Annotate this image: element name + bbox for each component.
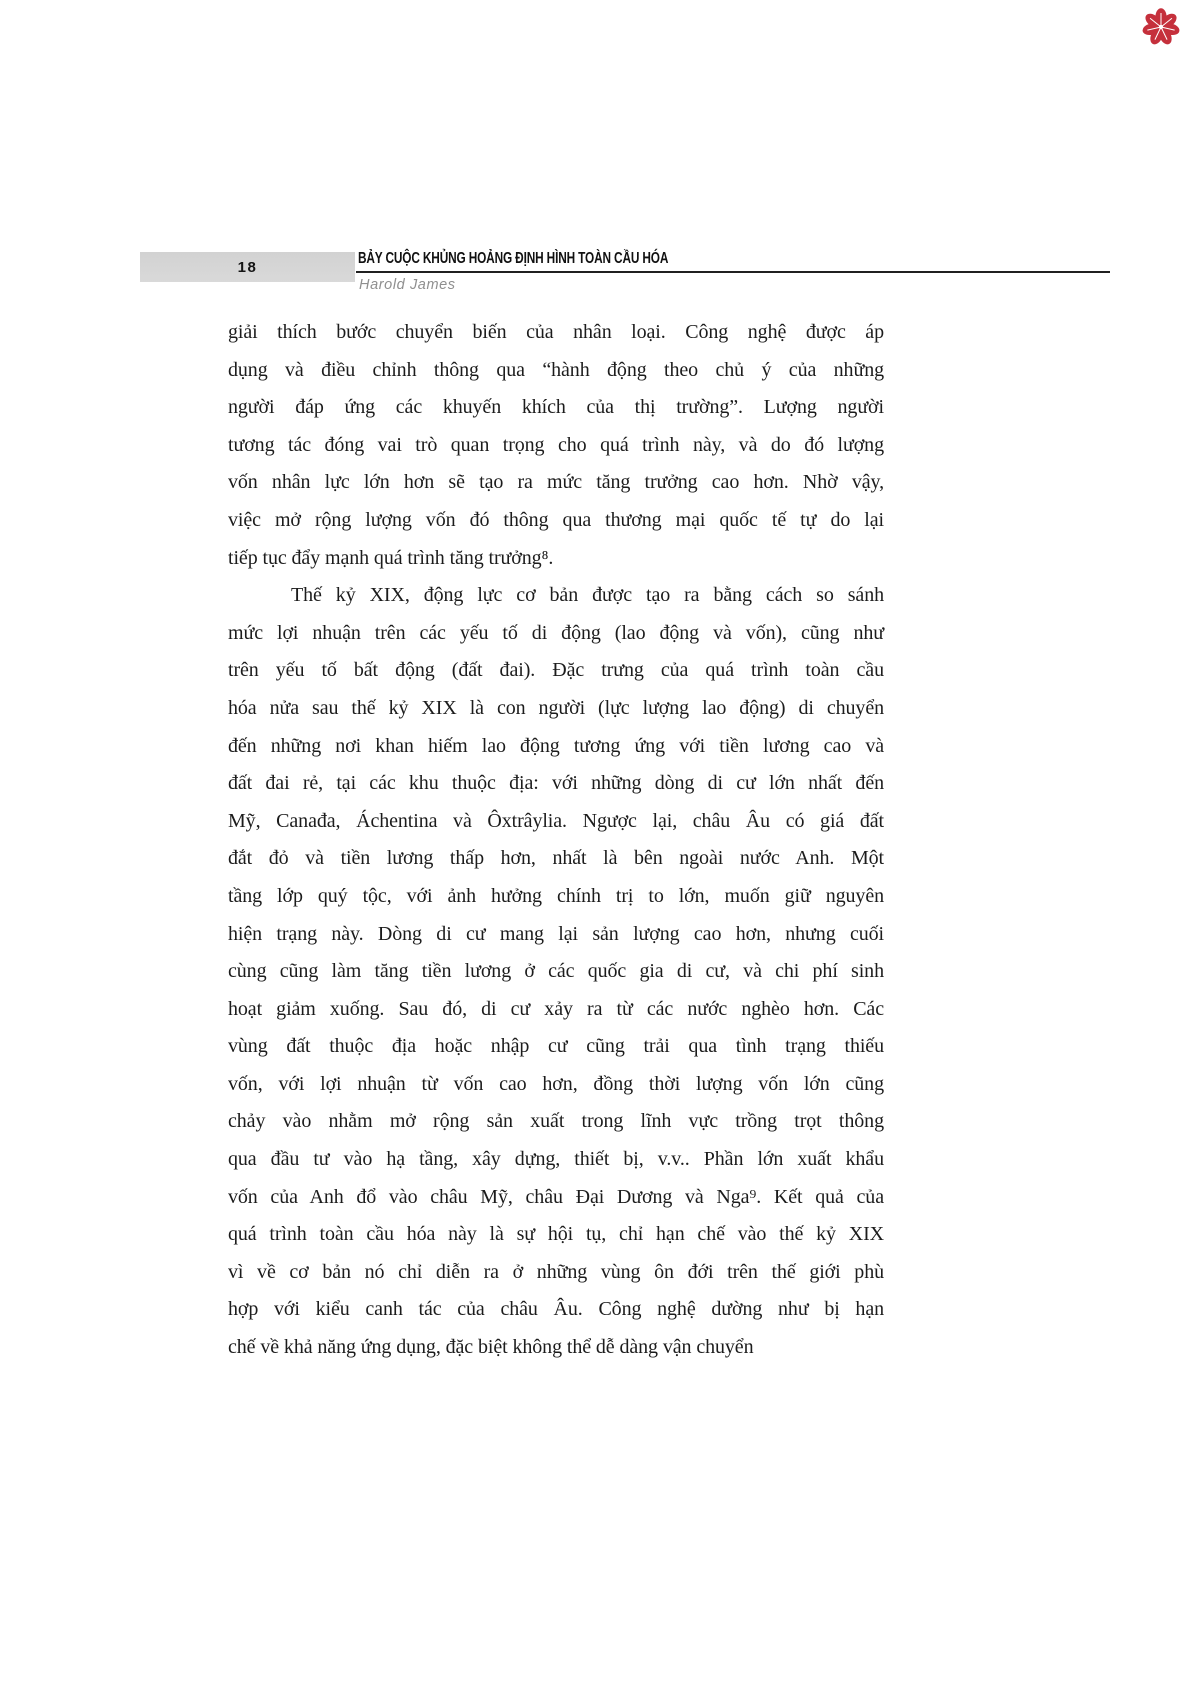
text-line: hoạt giảm xuống. Sau đó, di cư xảy ra từ các nước nghèo hơn. Các (228, 997, 884, 1020)
text-line: đến những nơi khan hiếm lao động tương ứng với tiền lương cao và (228, 734, 884, 757)
text-line: vốn của Anh đổ vào châu Mỹ, châu Đại Dương và Nga⁹. Kết quả của (228, 1185, 884, 1208)
text-line: quá trình toàn cầu hóa này là sự hội tụ, chỉ hạn chế vào thế kỷ XIX (228, 1223, 884, 1246)
page-number-bar (140, 252, 355, 282)
flower-icon (1141, 7, 1181, 47)
text-line: vốn nhân lực lớn hơn sẽ tạo ra mức tăng trưởng cao hơn. Nhờ vậy, (228, 471, 884, 494)
paragraph (228, 577, 884, 1366)
text-line: trên yếu tố bất động (đất đai). Đặc trưng của quá trình toàn cầu (228, 659, 884, 682)
text-line: hiện trạng này. Dòng di cư mang lại sản lượng cao hơn, nhưng cuối (228, 922, 884, 945)
text-line: Thế kỷ XIX, động lực cơ bản được tạo ra bằng cách so sánh (291, 584, 884, 607)
text-line: tiếp tục đẩy mạnh quá trình tăng trưởng⁸. (228, 546, 554, 569)
text-line: vốn, với lợi nhuận từ vốn cao hơn, đồng thời lượng vốn lớn cũng (228, 1072, 884, 1095)
text-line: hóa nửa sau thế kỷ XIX là con người (lực lượng lao động) di chuyển (228, 696, 884, 719)
running-head-title: BẢY CUỘC KHỦNG HOẢNG ĐỊNH HÌNH TOÀN CẦU HÓA (358, 250, 669, 267)
text-line: cùng cũng làm tăng tiền lương ở các quốc gia di cư, và chi phí sinh (228, 960, 884, 983)
paragraph (228, 314, 884, 577)
text-line: vì về cơ bản nó chỉ diễn ra ở những vùng ôn đới trên thế giới phù (228, 1260, 884, 1283)
text-line: người đáp ứng các khuyến khích của thị trường”. Lượng người (228, 396, 884, 419)
text-line: qua đầu tư vào hạ tầng, xây dựng, thiết bị, v.v.. Phần lớn xuất khẩu (228, 1148, 884, 1171)
text-line: chế về khả năng ứng dụng, đặc biệt không thể dễ dàng vận chuyển (228, 1336, 754, 1359)
text-line: Mỹ, Canađa, Áchentina và Ôxtrâylia. Ngược lại, châu Âu có giá đất (228, 809, 884, 832)
text-line: vùng đất thuộc địa hoặc nhập cư cũng trải qua tình trạng thiếu (228, 1035, 884, 1058)
text-line: mức lợi nhuận trên các yếu tố di động (lao động và vốn), cũng như (228, 621, 884, 644)
text-line: chảy vào nhằm mở rộng sản xuất trong lĩnh vực trồng trọt thông (228, 1110, 884, 1133)
text-line: giải thích bước chuyển biến của nhân loại. Công nghệ được áp (228, 321, 884, 343)
text-line: đất đai rẻ, tại các khu thuộc địa: với những dòng di cư lớn nhất đến (228, 772, 884, 795)
header-rule (356, 271, 1110, 273)
text-line: đắt đỏ và tiền lương thấp hơn, nhất là bên ngoài nước Anh. Một (228, 847, 884, 870)
text-line: hợp với kiểu canh tác của châu Âu. Công nghệ dường như bị hạn (228, 1298, 884, 1321)
running-head-author: Harold James (359, 277, 456, 293)
text-line: việc mở rộng lượng vốn đó thông qua thương mại quốc tế tự do lại (228, 508, 884, 531)
text-line: tương tác đóng vai trò quan trọng cho quá trình này, và do đó lượng (228, 433, 884, 456)
text-line: tầng lớp quý tộc, với ảnh hưởng chính trị to lớn, muốn giữ nguyên (228, 884, 884, 907)
body-text (228, 314, 884, 1367)
text-line: dụng và điều chỉnh thông qua “hành động theo chủ ý của những (228, 358, 884, 381)
page-number: 18 (237, 258, 258, 276)
